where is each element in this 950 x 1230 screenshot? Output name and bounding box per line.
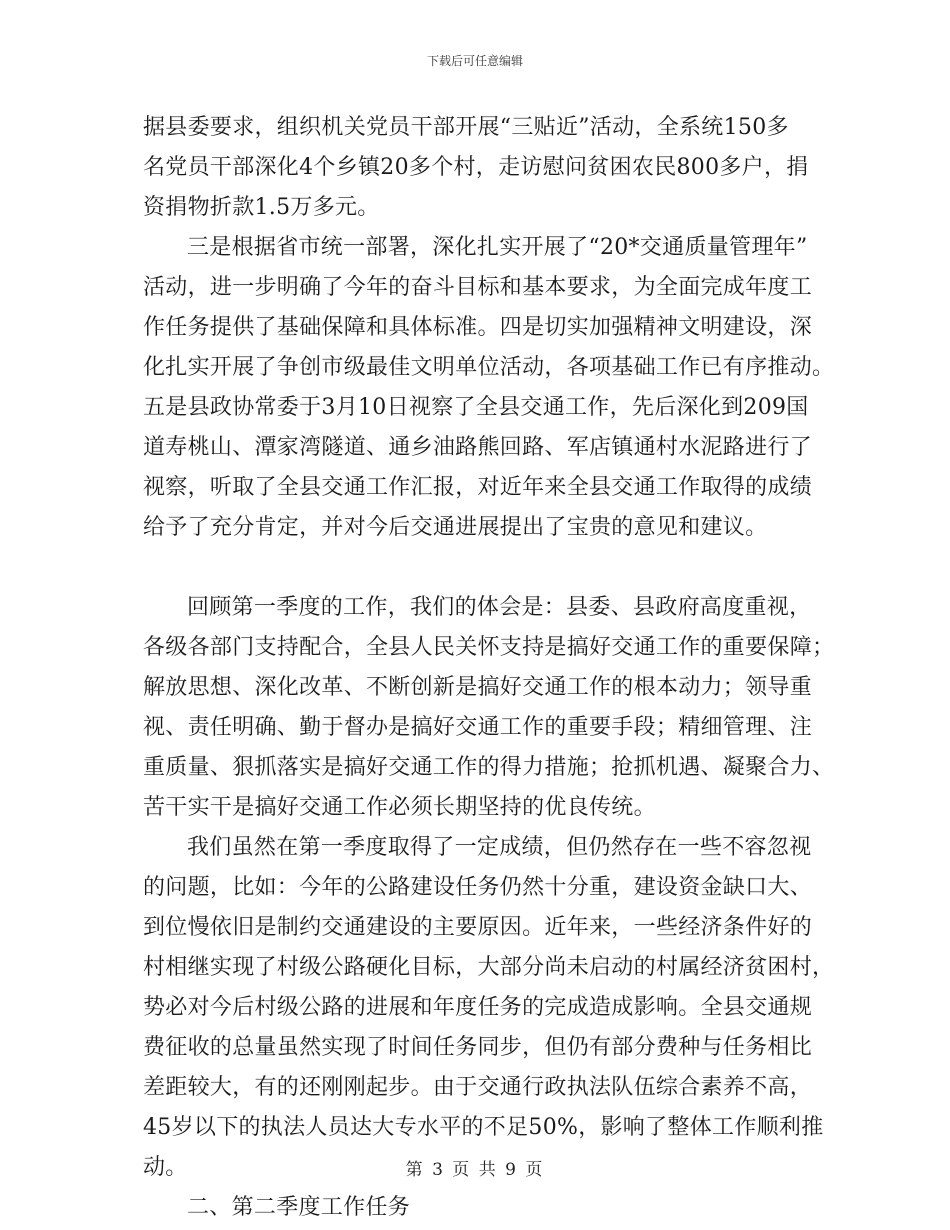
text-line: 据县委要求，组织机关党员干部开展“三贴近”活动，全系统150多 <box>143 115 789 140</box>
document-body <box>143 108 835 1228</box>
text-line: 名党员干部深化4个乡镇20多个村，走访慰问贫困农民800多户，捐 <box>143 155 809 180</box>
text-line: 的问题，比如：今年的公路建设任务仍然十分重，建设资金缺口大、 <box>143 875 813 900</box>
text-line: 活动，进一步明确了今年的奋斗目标和基本要求，为全面完成年度工 <box>143 275 813 300</box>
text-line: 二、第二季度工作任务 <box>187 1195 411 1220</box>
text-line: 我们虽然在第一季度取得了一定成绩，但仍然存在一些不容忽视 <box>187 835 812 860</box>
text-line: 化扎实开展了争创市级最佳文明单位活动，各项基础工作已有序推动。 <box>143 355 835 380</box>
text-line: 45岁以下的执法人员达大专水平的不足50%，影响了整体工作顺利推 <box>143 1115 824 1140</box>
text-line: 重质量、狠抓落实是搞好交通工作的得力措施；抢抓机遇、凝聚合力、 <box>143 755 835 780</box>
text-line: 解放思想、深化改革、不断创新是搞好交通工作的根本动力；领导重 <box>143 675 813 700</box>
text-line: 村相继实现了村级公路硬化目标，大部分尚未启动的村属经济贫困村， <box>143 955 835 980</box>
text-line: 势必对今后村级公路的进展和年度任务的完成造成影响。全县交通规 <box>143 995 813 1020</box>
text-line: 回顾第一季度的工作，我们的体会是：县委、县政府高度重视， <box>187 595 812 620</box>
text-line: 五是县政协常委于3月10日视察了全县交通工作，先后深化到209国 <box>143 395 809 420</box>
text-line: 道寿桃山、潭家湾隧道、通乡油路熊回路、军店镇通村水泥路进行了 <box>143 435 813 460</box>
text-line: 作任务提供了基础保障和具体标准。四是切实加强精神文明建设，深 <box>143 315 813 340</box>
page-number: 第 3 页 共 9 页 <box>405 1160 545 1180</box>
text-line: 各级各部门支持配合，全县人民关怀支持是搞好交通工作的重要保障； <box>143 635 835 660</box>
text-line: 动。 <box>143 1155 188 1180</box>
paragraph <box>143 228 835 588</box>
page-header: 下载后可任意编辑 <box>426 54 523 68</box>
text-line: 视、责任明确、勤于督办是搞好交通工作的重要手段；精细管理、注 <box>143 715 813 740</box>
text-line: 费征收的总量虽然实现了时间任务同步，但仍有部分费种与任务相比 <box>143 1035 813 1060</box>
section-heading <box>143 1188 815 1228</box>
text-line: 苦干实干是搞好交通工作必须长期坚持的优良传统。 <box>143 795 656 820</box>
text-line <box>143 548 815 588</box>
text-line: 到位慢依旧是制约交通建设的主要原因。近年来，一些经济条件好的 <box>143 915 813 940</box>
paragraph <box>143 108 815 228</box>
text-line: 视察，听取了全县交通工作汇报，对近年来全县交通工作取得的成绩 <box>143 475 813 500</box>
paragraph <box>143 588 835 828</box>
text-line: 给予了充分肯定，并对今后交通进展提出了宝贵的意见和建议。 <box>143 515 768 540</box>
paragraph <box>143 828 835 1188</box>
text-line: 三是根据省市统一部署，深化扎实开展了“20*交通质量管理年” <box>187 235 808 260</box>
text-line: 资捐物折款1.5万多元。 <box>143 195 380 220</box>
text-line: 差距较大，有的还刚刚起步。由于交通行政执法队伍综合素养不高， <box>143 1075 813 1100</box>
